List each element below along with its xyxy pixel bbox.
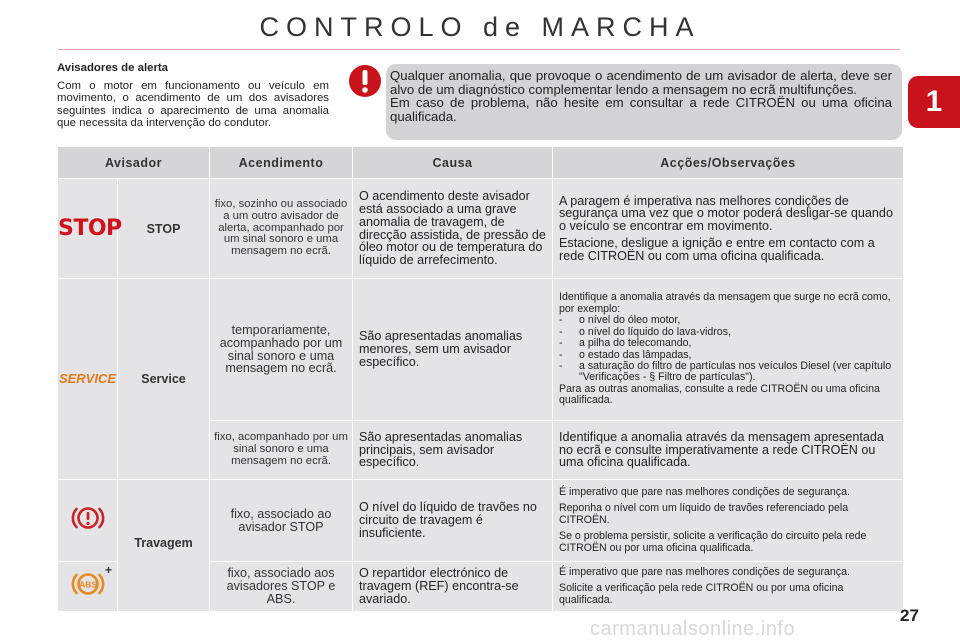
service-accoes-intro: Identifique a anomalia através da mensagem que surge no ecrã como, por exemplo:	[559, 291, 891, 315]
brake-icon-cell	[58, 480, 118, 562]
list-item: - o nível do óleo motor,	[559, 314, 681, 327]
header-acendimento: Acendimento	[210, 147, 353, 179]
travagem-accoes-1	[553, 480, 904, 562]
travagem-accoes-2b: Solicite a verificação pela rede CITROËN ou por uma oficina qualificada.	[559, 582, 844, 606]
travagem-accoes-1a: É imperativo que pare nas melhores condições de segurança.	[559, 485, 850, 498]
travagem-acendimento-2: fixo, associado aos avisadores STOP e ABS.	[210, 562, 353, 612]
brake-warning-icon	[70, 503, 106, 533]
stop-causa: O acendimento deste avisador está associado a uma grave anomalia de travagem, de direcção assistida, de pressão de óleo motor ou de temperatura do líquido de arrefecimento.	[353, 179, 553, 279]
service-acendimento-2: fixo, acompanhado por um sinal sonoro e uma mensagem no ecrã.	[210, 421, 353, 480]
stop-accoes	[553, 179, 904, 279]
exclamation-icon	[348, 64, 382, 98]
list-item: - a pilha do telecomando,	[559, 337, 692, 350]
travagem-accoes-1b: Reponha o nível com um líquido de travões referenciado pela CITROËN.	[559, 502, 849, 526]
page-number: 27	[900, 606, 919, 625]
travagem-causa-1: O nível do líquido de travões no circuito de travagem é insuficiente.	[353, 480, 553, 562]
service-causa-1: São apresentadas anomalias menores, sem um avisador específico.	[353, 279, 553, 421]
service-causa-2: São apresentadas anomalias principais, sem avisador específico.	[353, 421, 553, 480]
plus-sign: +	[104, 563, 112, 577]
table-header-row	[58, 147, 904, 179]
watermark: carmanualsonline.info	[590, 618, 796, 640]
table-row-travagem-level	[58, 480, 904, 562]
list-item: - o estado das lâmpadas,	[559, 348, 692, 361]
alert-text-1: Qualquer anomalia, que provoque o acendimento de um avisador de alerta, deve ser alvo de um diagnóstico complementar lendo a mensagem no ecrã multifunções.	[390, 68, 892, 97]
alert-box	[386, 64, 902, 140]
table-row-stop	[58, 179, 904, 279]
table-row-service-temp	[58, 279, 904, 421]
list-item: - a saturação do filtro de partículas nos veículos Diesel (ver capítulo "Verificações - § Filtro de partículas").	[559, 359, 892, 384]
stop-name: STOP	[118, 179, 210, 279]
service-icon: SERVICE	[58, 371, 117, 386]
warning-lights-table	[57, 146, 904, 612]
travagem-causa-2: O repartidor electrónico de travagem (REF) encontra-se avariado.	[353, 562, 553, 612]
chapter-tab[interactable]: 1	[908, 76, 960, 128]
header-avisador: Avisador	[58, 147, 210, 179]
header-accoes: Acções/Observações	[553, 147, 904, 179]
intro-text: Com o motor em funcionamento ou veículo em movimento, o acendimento de um dos avisadores seguintes indica o aparecimento de uma anomalia que necessita da intervenção do condutor.	[57, 80, 329, 129]
service-icon-cell	[58, 279, 118, 480]
abs-icon	[70, 569, 106, 599]
intro-section	[57, 62, 329, 129]
travagem-acendimento-1: fixo, associado ao avisador STOP	[210, 480, 353, 562]
service-accoes-outro: Para as outras anomalias, consulte a rede CITROËN ou uma oficina qualificada.	[559, 382, 880, 407]
travagem-accoes-1c: Se o problema persistir, solicite a verificação do circuito pela rede CITROËN ou por uma oficina qualificada.	[559, 530, 867, 554]
travagem-name: Travagem	[118, 480, 210, 612]
travagem-accoes-2a: É imperativo que pare nas melhores condições de segurança.	[559, 565, 850, 578]
service-name: Service	[118, 279, 210, 480]
intro-heading: Avisadores de alerta	[57, 62, 169, 74]
title-divider	[58, 49, 900, 50]
page-title: CONTROLO de MARCHA	[259, 12, 701, 42]
service-accoes-2: Identifique a anomalia através da mensagem apresentada no ecrã e consulte imperativamente a rede CITROËN ou uma oficina qualificada.	[553, 421, 904, 480]
stop-acendimento: fixo, sozinho ou associado a um outro avisador de alerta, acompanhado por um sinal sonoro e uma mensagem no ecrã.	[210, 179, 353, 279]
list-item: - o nível do líquido do lava-vidros,	[559, 325, 731, 338]
stop-accoes-1: A paragem é imperativa nas melhores condições de segurança uma vez que o motor poderá desligar-se quando o veículo se encontrar em movimento.	[559, 193, 893, 233]
header-causa: Causa	[353, 147, 553, 179]
stop-accoes-2: Estacione, desligue a ignição e entre em contacto com a rede CITROËN ou com uma oficina qualificada.	[559, 236, 875, 263]
abs-icon-cell	[58, 562, 118, 612]
stop-icon-cell	[58, 179, 122, 279]
alert-text-2: Em caso de problema, não hesite em consultar a rede CITROËN ou uma oficina qualificada.	[390, 95, 892, 124]
service-acendimento-1: temporariamente, acompanhado por um sinal sonoro e uma mensagem no ecrã.	[210, 279, 353, 421]
svg-text:ABS: ABS	[78, 579, 97, 590]
travagem-accoes-2	[553, 562, 904, 612]
stop-icon: STOP	[58, 216, 122, 241]
service-accoes-1	[553, 279, 904, 421]
